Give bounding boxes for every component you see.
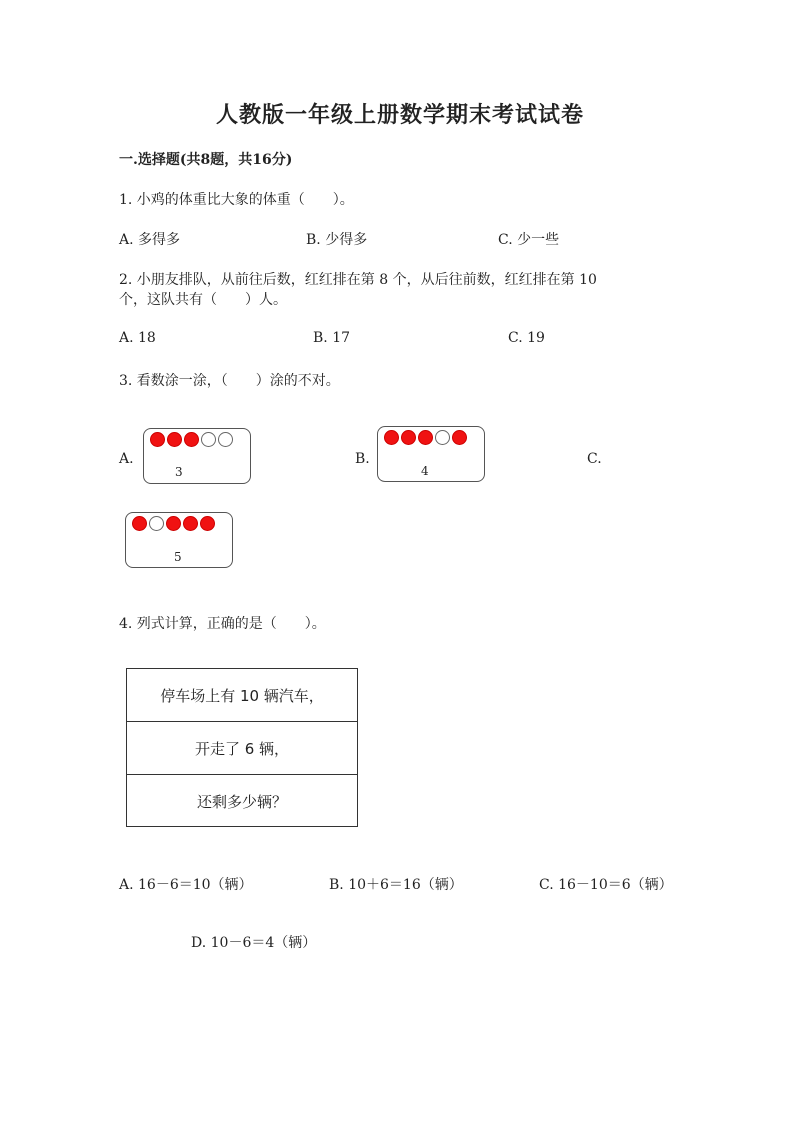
- question-2-text-line1: 2. 小朋友排队，从前往后数，红红排在第 8 个，从后往前数，红红排在第 10: [119, 272, 597, 288]
- question-3-option-a-label[interactable]: A.: [119, 451, 134, 467]
- dot-row: [132, 516, 217, 531]
- red-dot: [184, 432, 199, 447]
- white-dot: [201, 432, 216, 447]
- word-problem-table: [126, 668, 358, 827]
- question-1-option-b[interactable]: B. 少得多: [306, 232, 368, 248]
- page-title: 人教版一年级上册数学期末考试试卷: [215, 102, 584, 128]
- red-dot: [183, 516, 198, 531]
- question-3-text: 3. 看数涂一涂，（ ）涂的不对。: [119, 373, 340, 389]
- question-1-option-c[interactable]: C. 少一些: [498, 232, 560, 248]
- red-dot: [166, 516, 181, 531]
- figure-number: 5: [174, 550, 182, 564]
- question-3-option-a-figure[interactable]: [143, 428, 251, 484]
- figure-number: 4: [421, 464, 429, 478]
- red-dot: [452, 430, 467, 445]
- red-dot: [150, 432, 165, 447]
- question-2-option-b[interactable]: B. 17: [313, 330, 351, 346]
- table-row: 停车场上有 10 辆汽车，: [127, 669, 357, 722]
- question-2-option-c[interactable]: C. 19: [508, 330, 545, 346]
- white-dot: [435, 430, 450, 445]
- section-heading: 一.选择题(共8题，共16分): [119, 152, 293, 168]
- red-dot: [401, 430, 416, 445]
- question-1-text: 1. 小鸡的体重比大象的体重（ ）。: [119, 192, 354, 208]
- question-4-option-c[interactable]: C. 16－10＝6（辆）: [539, 877, 673, 893]
- question-4-option-b[interactable]: B. 10＋6＝16（辆）: [329, 877, 463, 893]
- question-4-option-d[interactable]: D. 10－6＝4（辆）: [191, 935, 317, 951]
- question-4-option-a[interactable]: A. 16－6＝10（辆）: [119, 877, 253, 893]
- question-4-text: 4. 列式计算，正确的是（ ）。: [119, 616, 326, 632]
- red-dot: [418, 430, 433, 445]
- table-row: 开走了 6 辆，: [127, 722, 357, 775]
- question-3-option-b-figure[interactable]: [377, 426, 485, 482]
- red-dot: [167, 432, 182, 447]
- question-3-option-c-figure[interactable]: [125, 512, 233, 568]
- question-2-text-line2: 个，这队共有（ ）人。: [119, 292, 287, 308]
- question-3-option-b-label[interactable]: B.: [355, 451, 370, 467]
- figure-number: 3: [175, 465, 183, 479]
- dot-row: [384, 430, 469, 445]
- red-dot: [200, 516, 215, 531]
- question-1-option-a[interactable]: A. 多得多: [119, 232, 181, 248]
- white-dot: [149, 516, 164, 531]
- table-row: 还剩多少辆？: [196, 793, 287, 811]
- white-dot: [218, 432, 233, 447]
- question-2-option-a[interactable]: A. 18: [119, 330, 156, 346]
- red-dot: [132, 516, 147, 531]
- red-dot: [384, 430, 399, 445]
- dot-row: [150, 432, 235, 447]
- question-3-option-c-label[interactable]: C.: [587, 451, 602, 467]
